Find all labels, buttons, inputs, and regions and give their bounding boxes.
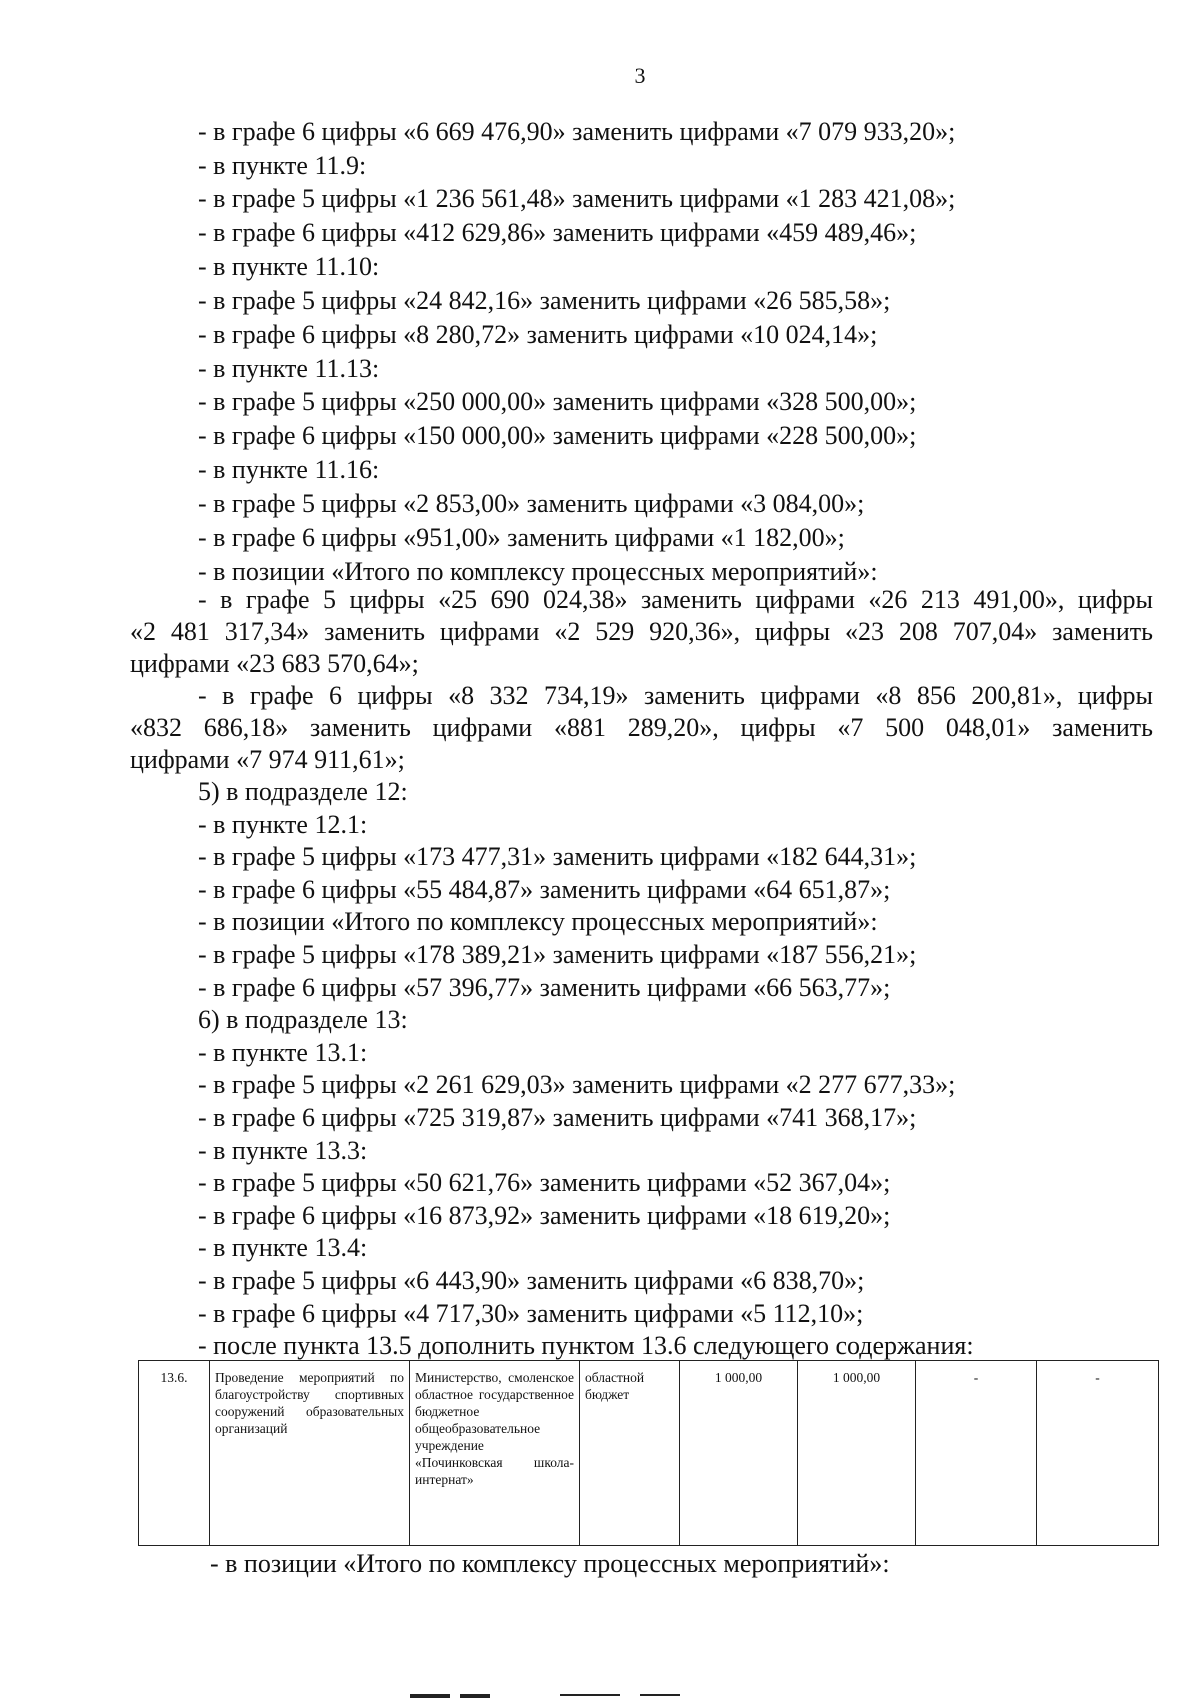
table-row	[139, 1361, 1159, 1546]
text-line: - в графе 6 цифры «412 629,86» заменить цифрами «459 489,46»;	[198, 218, 917, 247]
activity-description: Проведение мероприятий по благоустройству спортивных сооружений образовательных организаций	[210, 1361, 410, 1546]
paragraph-line: - в графе 5 цифры «25 690 024,38» заменить цифрами «26 213 491,00», цифры	[198, 585, 1153, 614]
text-line: - в графе 5 цифры «178 389,21» заменить цифрами «187 556,21»;	[198, 940, 917, 969]
text-line: - в графе 6 цифры «951,00» заменить цифрами «1 182,00»;	[198, 523, 845, 552]
text-line: - в пункте 13.4:	[198, 1233, 368, 1262]
text-line: - в позиции «Итого по комплексу процессных мероприятий»:	[198, 907, 878, 936]
text-line: - в графе 5 цифры «50 621,76» заменить цифрами «52 367,04»;	[198, 1168, 891, 1197]
text-line: - в графе 5 цифры «6 443,90» заменить цифрами «6 838,70»;	[198, 1266, 865, 1295]
scan-artifact	[640, 1694, 680, 1696]
page-number: 3	[634, 63, 646, 88]
total-amount: 1 000,00	[680, 1361, 798, 1546]
text-line: - в пункте 11.16:	[198, 455, 380, 484]
scan-artifact	[410, 1694, 450, 1698]
funding-source: областной бюджет	[580, 1361, 680, 1546]
text-line: 6) в подразделе 13:	[198, 1005, 408, 1034]
year1-amount: 1 000,00	[798, 1361, 916, 1546]
paragraph-line: «832 686,18» заменить цифрами «881 289,20», цифры «7 500 048,01» заменить	[130, 713, 1153, 742]
text-line: - в пункте 11.10:	[198, 252, 380, 281]
year2-amount: -	[916, 1361, 1037, 1546]
paragraph-line: «2 481 317,34» заменить цифрами «2 529 920,36», цифры «23 208 707,04» заменить	[130, 617, 1153, 646]
text-line: 5) в подразделе 12:	[198, 777, 408, 806]
text-line: - в графе 5 цифры «24 842,16» заменить цифрами «26 585,58»;	[198, 286, 891, 315]
scan-artifact	[460, 1694, 490, 1698]
responsible-party: Министерство, смоленское областное государственное бюджетное общеобразовательное учреждение «Починковская школа-интернат»	[410, 1361, 580, 1546]
text-line: - в графе 6 цифры «8 280,72» заменить цифрами «10 024,14»;	[198, 320, 878, 349]
year3-amount: -	[1037, 1361, 1159, 1546]
text-line: - в графе 6 цифры «55 484,87» заменить цифрами «64 651,87»;	[198, 875, 891, 904]
text-line: - в пункте 13.3:	[198, 1136, 368, 1165]
text-line: - в пункте 11.13:	[198, 354, 380, 383]
text-line: - в пункте 12.1:	[198, 810, 368, 839]
paragraph-line: цифрами «23 683 570,64»;	[130, 649, 419, 678]
text-line: - в графе 5 цифры «173 477,31» заменить цифрами «182 644,31»;	[198, 842, 917, 871]
text-line: - в графе 5 цифры «250 000,00» заменить цифрами «328 500,00»;	[198, 387, 917, 416]
row-number: 13.6.	[139, 1361, 210, 1546]
text-line: - в графе 6 цифры «4 717,30» заменить цифрами «5 112,10»;	[198, 1299, 864, 1328]
paragraph-line: - в графе 6 цифры «8 332 734,19» заменить цифрами «8 856 200,81», цифры	[198, 681, 1153, 710]
text-line: - в графе 6 цифры «16 873,92» заменить цифрами «18 619,20»;	[198, 1201, 891, 1230]
inserted-table	[138, 1360, 1159, 1546]
text-line: - после пункта 13.5 дополнить пунктом 13.6 следующего содержания:	[198, 1331, 974, 1360]
text-line: - в позиции «Итого по комплексу процессных мероприятий»:	[198, 557, 878, 586]
text-line: - в графе 6 цифры «150 000,00» заменить цифрами «228 500,00»;	[198, 421, 917, 450]
text-line: - в графе 6 цифры «725 319,87» заменить цифрами «741 368,17»;	[198, 1103, 917, 1132]
text-line: - в графе 5 цифры «2 261 629,03» заменить цифрами «2 277 677,33»;	[198, 1070, 956, 1099]
text-line: - в пункте 13.1:	[198, 1038, 368, 1067]
text-line: - в графе 5 цифры «2 853,00» заменить цифрами «3 084,00»;	[198, 489, 865, 518]
text-line: - в пункте 11.9:	[198, 151, 367, 180]
text-line: - в графе 6 цифры «57 396,77» заменить цифрами «66 563,77»;	[198, 973, 891, 1002]
text-line: - в позиции «Итого по комплексу процессных мероприятий»:	[210, 1549, 890, 1578]
scan-artifact	[560, 1694, 620, 1696]
text-line: - в графе 6 цифры «6 669 476,90» заменить цифрами «7 079 933,20»;	[198, 117, 956, 146]
paragraph-line: цифрами «7 974 911,61»;	[130, 745, 405, 774]
text-line: - в графе 5 цифры «1 236 561,48» заменить цифрами «1 283 421,08»;	[198, 184, 956, 213]
